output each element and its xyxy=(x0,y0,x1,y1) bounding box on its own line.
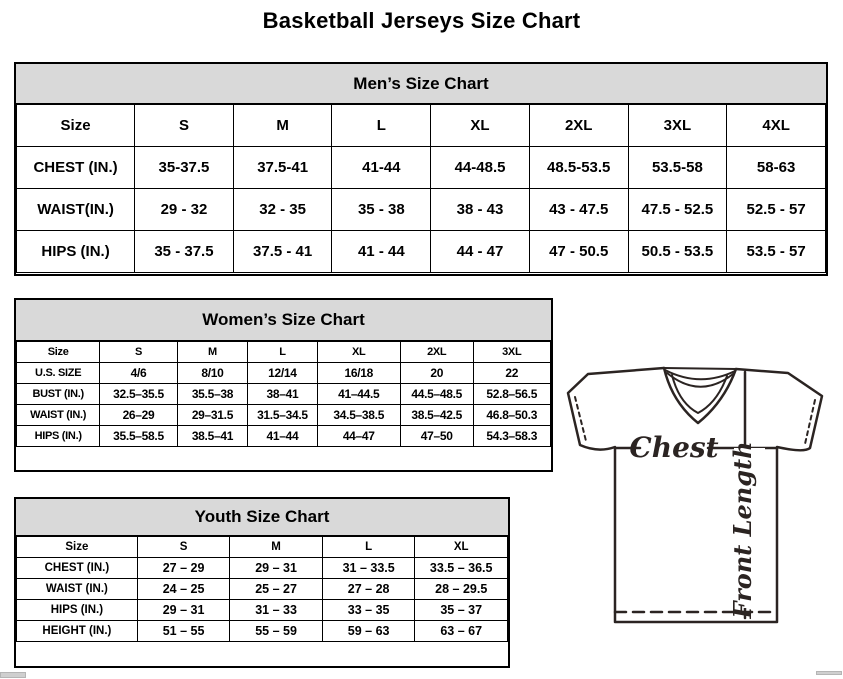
table-cell: 32 - 35 xyxy=(233,189,332,231)
jersey-measurement-diagram xyxy=(560,360,842,628)
youth-size-table xyxy=(16,536,508,642)
table-cell: 25 – 27 xyxy=(230,579,323,600)
table-cell: 12/14 xyxy=(248,363,317,384)
column-header: S xyxy=(137,537,230,558)
table-cell: 44 - 47 xyxy=(431,231,530,273)
chest-label: Chest xyxy=(629,431,719,464)
column-header: L xyxy=(322,537,415,558)
table-cell: 33.5 – 36.5 xyxy=(415,558,508,579)
column-header: 2XL xyxy=(400,342,473,363)
table-cell: 4/6 xyxy=(100,363,177,384)
table-cell: 52.5 - 57 xyxy=(727,189,826,231)
page-title: Basketball Jerseys Size Chart xyxy=(262,8,581,33)
jersey-collar-back-line xyxy=(664,368,736,369)
table-cell: 47–50 xyxy=(400,426,473,447)
table-cell: 53.5 - 57 xyxy=(727,231,826,273)
jersey-outline xyxy=(568,368,822,622)
size-header-row xyxy=(17,342,551,363)
table-cell: 35 – 37 xyxy=(415,600,508,621)
table-row xyxy=(17,231,826,273)
youth-size-chart xyxy=(14,497,510,668)
row-label: BUST (IN.) xyxy=(17,384,100,405)
column-header: M xyxy=(177,342,247,363)
table-cell: 24 – 25 xyxy=(137,579,230,600)
youth-size-chart-title: Youth Size Chart xyxy=(16,499,508,536)
table-cell: 38–41 xyxy=(248,384,317,405)
table-cell: 29–31.5 xyxy=(177,405,247,426)
table-cell: 38 - 43 xyxy=(431,189,530,231)
column-header: XL xyxy=(415,537,508,558)
table-row xyxy=(17,189,826,231)
table-cell: 33 – 35 xyxy=(322,600,415,621)
table-cell: 63 – 67 xyxy=(415,621,508,642)
scrollbar-fragment-right[interactable] xyxy=(816,671,842,675)
front-length-label: Front Length xyxy=(728,441,757,619)
column-header: Size xyxy=(17,342,100,363)
mens-size-table xyxy=(16,104,826,273)
column-header: 4XL xyxy=(727,105,826,147)
table-cell: 31 – 33 xyxy=(230,600,323,621)
table-cell: 44–47 xyxy=(317,426,400,447)
column-header: 3XL xyxy=(473,342,550,363)
column-header: M xyxy=(230,537,323,558)
table-cell: 37.5-41 xyxy=(233,147,332,189)
table-row xyxy=(17,621,508,642)
table-cell: 38.5–41 xyxy=(177,426,247,447)
table-cell: 53.5-58 xyxy=(628,147,727,189)
column-header: M xyxy=(233,105,332,147)
row-label: HIPS (IN.) xyxy=(17,600,138,621)
column-header: Size xyxy=(17,105,135,147)
jersey-collar-band-arc1 xyxy=(665,370,735,379)
table-cell: 22 xyxy=(473,363,550,384)
table-row xyxy=(17,558,508,579)
table-row xyxy=(17,426,551,447)
table-cell: 46.8–50.3 xyxy=(473,405,550,426)
table-cell: 27 – 29 xyxy=(137,558,230,579)
row-label: WAIST(IN.) xyxy=(17,189,135,231)
table-row xyxy=(17,384,551,405)
table-cell: 52.8–56.5 xyxy=(473,384,550,405)
mens-size-chart-title: Men’s Size Chart xyxy=(16,64,826,104)
table-cell: 35-37.5 xyxy=(135,147,234,189)
table-cell: 51 – 55 xyxy=(137,621,230,642)
table-cell: 29 – 31 xyxy=(230,558,323,579)
column-header: 3XL xyxy=(628,105,727,147)
row-label: CHEST (IN.) xyxy=(17,147,135,189)
row-label: WAIST (IN.) xyxy=(17,579,138,600)
column-header: XL xyxy=(431,105,530,147)
size-header-row xyxy=(17,537,508,558)
womens-size-chart-title: Women’s Size Chart xyxy=(16,300,551,341)
table-cell: 35 - 37.5 xyxy=(135,231,234,273)
table-cell: 27 – 28 xyxy=(322,579,415,600)
table-cell: 54.3–58.3 xyxy=(473,426,550,447)
column-header: Size xyxy=(17,537,138,558)
table-cell: 44-48.5 xyxy=(431,147,530,189)
table-cell: 50.5 - 53.5 xyxy=(628,231,727,273)
table-row xyxy=(17,363,551,384)
table-cell: 38.5–42.5 xyxy=(400,405,473,426)
column-header: XL xyxy=(317,342,400,363)
table-cell: 35.5–38 xyxy=(177,384,247,405)
table-cell: 41-44 xyxy=(332,147,431,189)
table-cell: 29 - 32 xyxy=(135,189,234,231)
mens-size-chart xyxy=(14,62,828,276)
column-header: S xyxy=(135,105,234,147)
table-cell: 47 - 50.5 xyxy=(529,231,628,273)
table-cell: 29 – 31 xyxy=(137,600,230,621)
table-cell: 31 – 33.5 xyxy=(322,558,415,579)
table-cell: 44.5–48.5 xyxy=(400,384,473,405)
column-header: L xyxy=(332,105,431,147)
table-row xyxy=(17,405,551,426)
table-cell: 59 – 63 xyxy=(322,621,415,642)
table-cell: 48.5-53.5 xyxy=(529,147,628,189)
table-cell: 58-63 xyxy=(727,147,826,189)
table-cell: 55 – 59 xyxy=(230,621,323,642)
row-label: U.S. SIZE xyxy=(17,363,100,384)
table-cell: 31.5–34.5 xyxy=(248,405,317,426)
column-header: S xyxy=(100,342,177,363)
row-label: CHEST (IN.) xyxy=(17,558,138,579)
table-cell: 20 xyxy=(400,363,473,384)
row-label: HEIGHT (IN.) xyxy=(17,621,138,642)
table-cell: 47.5 - 52.5 xyxy=(628,189,727,231)
table-cell: 35.5–58.5 xyxy=(100,426,177,447)
column-header: 2XL xyxy=(529,105,628,147)
table-cell: 43 - 47.5 xyxy=(529,189,628,231)
womens-size-table xyxy=(16,341,551,447)
table-cell: 8/10 xyxy=(177,363,247,384)
womens-size-chart xyxy=(14,298,553,472)
table-cell: 34.5–38.5 xyxy=(317,405,400,426)
table-row xyxy=(17,579,508,600)
jersey-collar-outer-v xyxy=(664,368,736,423)
scrollbar-fragment-left[interactable] xyxy=(0,672,26,678)
table-cell: 41–44 xyxy=(248,426,317,447)
table-cell: 26–29 xyxy=(100,405,177,426)
table-cell: 41 - 44 xyxy=(332,231,431,273)
table-row xyxy=(17,600,508,621)
table-cell: 41–44.5 xyxy=(317,384,400,405)
table-cell: 32.5–35.5 xyxy=(100,384,177,405)
row-label: HIPS (IN.) xyxy=(17,231,135,273)
row-label: WAIST (IN.) xyxy=(17,405,100,426)
table-cell: 37.5 - 41 xyxy=(233,231,332,273)
size-header-row xyxy=(17,105,826,147)
table-cell: 16/18 xyxy=(317,363,400,384)
row-label: HIPS (IN.) xyxy=(17,426,100,447)
column-header: L xyxy=(248,342,317,363)
table-cell: 35 - 38 xyxy=(332,189,431,231)
table-row xyxy=(17,147,826,189)
table-cell: 28 – 29.5 xyxy=(415,579,508,600)
